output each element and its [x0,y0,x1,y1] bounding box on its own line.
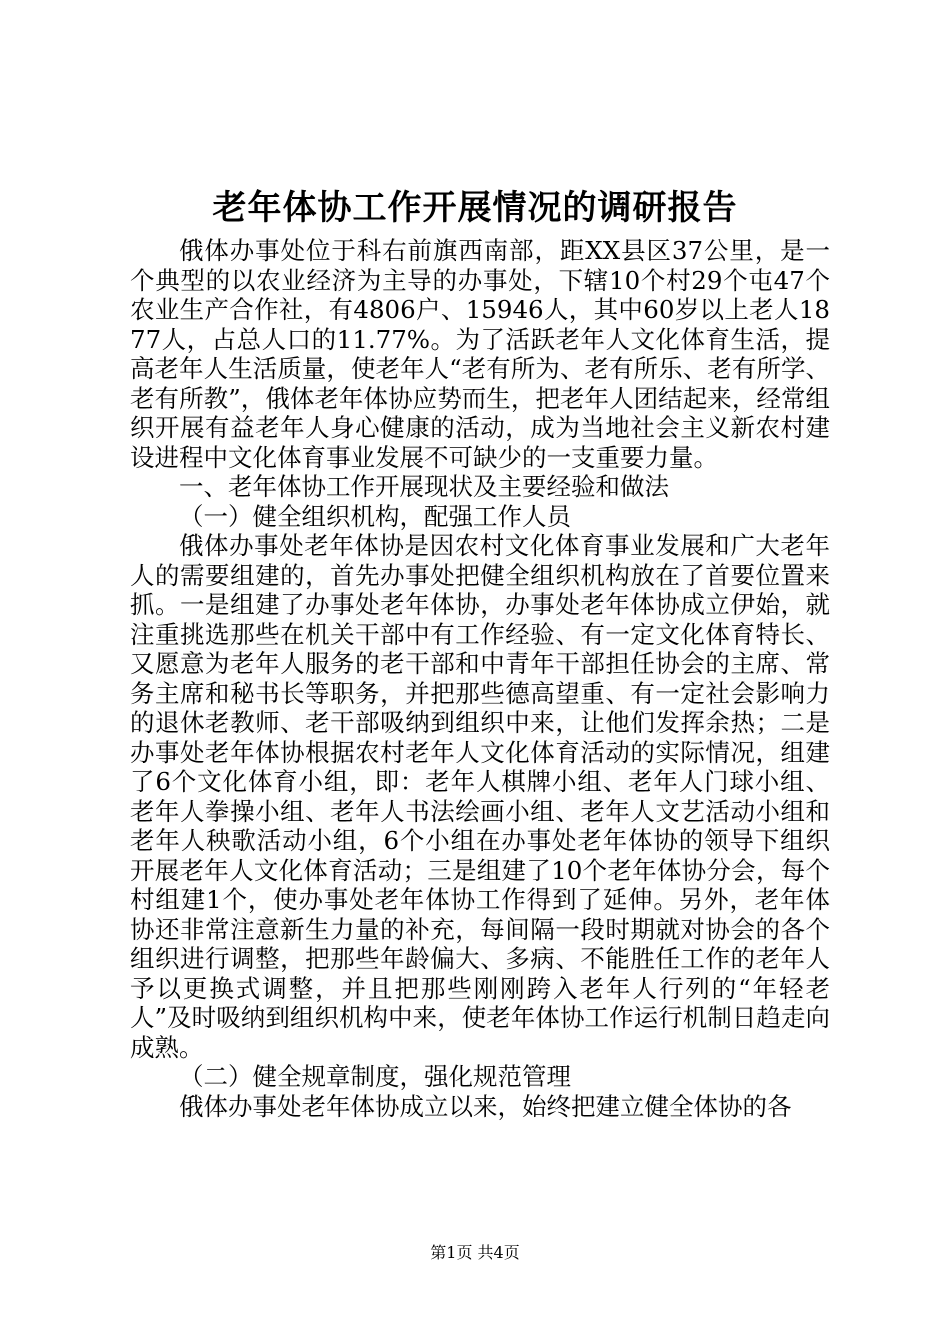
section-heading-1: 一、老年体协工作开展现状及主要经验和做法 [179,472,669,501]
page-number-footer: 第1页 共4页 [430,1243,520,1262]
intro-paragraph: 俄体办事处位于科右前旗西南部，距XX县区37公里，是一个典型的以农业经济为主导的办事处，下辖10个村29个屯47个农业生产合作社，有4806户、15946人，其中60岁以上老人1877人，占总人口的11.77%。为了活跃老年人文化体育生活，提高老年人生活质量，使老年人“老有所为、老有所乐、老有所学、老有所教”，俄体老年体协应势而生，把老年人团结起来，经常组织开展有益老年人身心健康的活动，成为当地社会主义新农村建设进程中文化体育事业发展不可缺少的一支重要力量。 [130,236,830,472]
document-title: 老年体协工作开展情况的调研报告 [212,188,738,228]
subsection-heading-1: （一）健全组织机构，配强工作人员 [179,501,571,531]
subsection-heading-2: （二）健全规章制度，强化规范管理 [179,1062,571,1091]
document-body [130,236,830,1121]
organization-paragraph: 俄体办事处老年体协是因农村文化体育事业发展和广大老年人的需要组建的，首先办事处把健全组织机构放在了首要位置来抓。一是组建了办事处老年体协，办事处老年体协成立伊始，就注重挑选那些在机关干部中有工作经验、有一定文化体育特长、又愿意为老年人服务的老干部和中青年干部担任协会的主席、常务主席和秘书长等职务，并把那些德高望重、有一定社会影响力的退休老教师、老干部吸纳到组织中来，让他们发挥余热；二是办事处老年体协根据农村老年人文化体育活动的实际情况，组建了6个文化体育小组，即：老年人棋牌小组、老年人门球小组、老年人拳操小组、老年人书法绘画小组、老年人文艺活动小组和老年人秧歌活动小组，6个小组在办事处老年体协的领导下组织开展老年人文化体育活动；三是组建了10个老年体协分会，每个村组建1个，使办事处老年体协工作得到了延伸。另外，老年体协还非常注意新生力量的补充，每间隔一段时期就对协会的各个组织进行调整，把那些年龄偏大、多病、不能胜任工作的老年人予以更换式调整，并且把那些刚刚跨入老年人行列的“年轻老人”及时吸纳到组织机构中来，使老年体协工作运行机制日趋走向成熟。 [130,531,830,1062]
rules-paragraph: 俄体办事处老年体协成立以来，始终把建立健全体协的各 [179,1091,792,1121]
